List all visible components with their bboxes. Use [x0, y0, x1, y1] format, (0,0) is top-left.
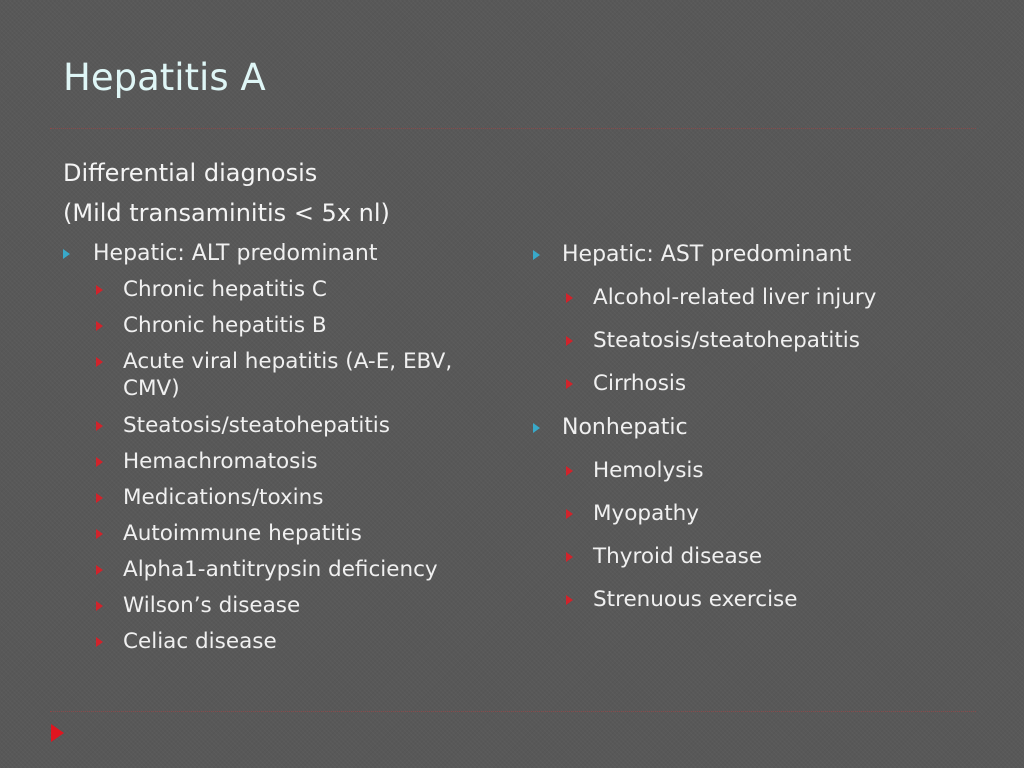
red-triangle-bullet-icon: [566, 336, 573, 346]
red-triangle-bullet-icon: [96, 601, 103, 611]
list-item: Steatosis/steatohepatitis: [123, 413, 390, 438]
bullet-ast-predominant: Hepatic: AST predominant: [562, 242, 852, 267]
list-item: Acute viral hepatitis (A-E, EBV, CMV): [123, 349, 453, 401]
list-item: Hemolysis: [593, 458, 704, 483]
red-triangle-bullet-icon: [96, 285, 103, 295]
red-triangle-bullet-icon: [566, 509, 573, 519]
bottom-divider: [50, 711, 976, 712]
list-item: Myopathy: [593, 501, 700, 526]
bullet-nonhepatic: Nonhepatic: [562, 415, 688, 440]
red-arrow-icon[interactable]: [51, 724, 64, 742]
red-triangle-bullet-icon: [96, 493, 103, 503]
section-heading: Differential diagnosis: [63, 159, 318, 187]
teal-triangle-bullet-icon: [63, 249, 70, 259]
list-item: Medications/toxins: [123, 485, 324, 510]
section-subheading: (Mild transaminitis < 5x nl): [63, 199, 390, 227]
list-item: Strenuous exercise: [593, 587, 798, 612]
list-item: Hemachromatosis: [123, 449, 318, 474]
list-item: Steatosis/steatohepatitis: [593, 328, 860, 353]
list-item: Alpha1-antitrypsin deficiency: [123, 557, 438, 582]
red-triangle-bullet-icon: [96, 529, 103, 539]
list-item: Celiac disease: [123, 629, 277, 654]
red-triangle-bullet-icon: [566, 379, 573, 389]
list-item: Chronic hepatitis C: [123, 277, 327, 302]
list-item: Cirrhosis: [593, 371, 687, 396]
red-triangle-bullet-icon: [566, 595, 573, 605]
red-triangle-bullet-icon: [566, 552, 573, 562]
teal-triangle-bullet-icon: [533, 250, 540, 260]
red-triangle-bullet-icon: [566, 293, 573, 303]
red-triangle-bullet-icon: [96, 321, 103, 331]
list-item: Autoimmune hepatitis: [123, 521, 362, 546]
red-triangle-bullet-icon: [566, 466, 573, 476]
red-triangle-bullet-icon: [96, 457, 103, 467]
red-triangle-bullet-icon: [96, 565, 103, 575]
list-item: Thyroid disease: [593, 544, 763, 569]
red-triangle-bullet-icon: [96, 421, 103, 431]
bullet-alt-predominant: Hepatic: ALT predominant: [93, 241, 378, 266]
red-triangle-bullet-icon: [96, 357, 103, 367]
list-item: Chronic hepatitis B: [123, 313, 327, 338]
slide-title: Hepatitis A: [63, 56, 266, 99]
list-item: Alcohol-related liver injury: [593, 285, 877, 310]
top-divider: [50, 128, 976, 129]
list-item: Wilson’s disease: [123, 593, 301, 618]
teal-triangle-bullet-icon: [533, 423, 540, 433]
red-triangle-bullet-icon: [96, 637, 103, 647]
